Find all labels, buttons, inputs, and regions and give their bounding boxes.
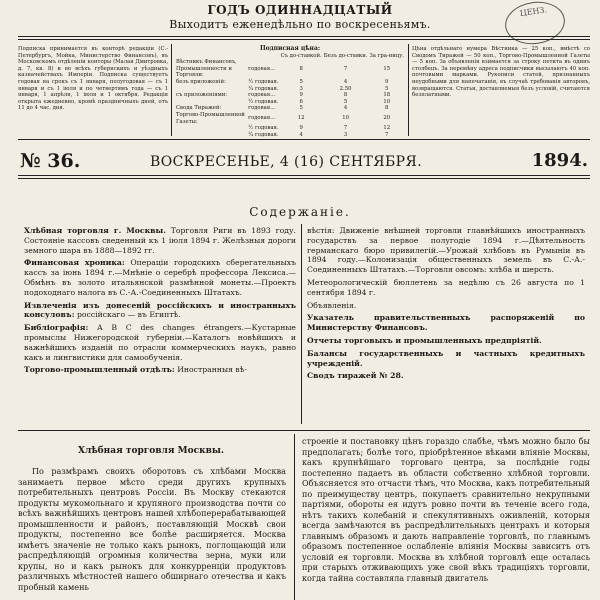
prices-cell: 12 xyxy=(383,125,391,132)
contents-entry-text: Операціи городскихъ сберегательныхъ кассъ за іюнь 1894 г.—Мнѣніе о серебрѣ профессора Лексиса.—Обмѣнъ въ золото итальянской размѣнной монеты.—Проектъ подоходнаго налога въ С.-А.-Соединенныхъ Штатахъ. xyxy=(24,258,296,297)
prices-cell xyxy=(175,86,247,93)
rule-below-issue xyxy=(18,175,590,176)
masthead-year: ГОДЪ ОДИННАДЦАТЫЙ xyxy=(207,3,393,17)
contents-entry-lead: Сводъ тиражей № 28. xyxy=(307,371,404,381)
prices-cell xyxy=(175,125,247,132)
article-right-text: строеніе и постановку цѣнъ гораздо слабѣе, чѣмъ можно было бы предполагать; болѣе того, пріобрѣтенное вѣками вліяніе Москвы, какъ крупнѣйшаго торговаго центра, за послѣдніе годы постепенно падаетъ въ области собственно хлѣбной торговли. Объясняется это отчасти тѣмъ, что Москва, какъ потребительный по преимуществу центръ, покупаетъ сравнительно некрупными партіями, обороты ея идутъ ровно почти въ теченіе всего года, нѣтъ такихъ колебаній и спекулятивныхъ оживленій, которыя всегда замѣчаются въ распредѣлительныхъ центрахъ и которыя главнымъ образомъ и дають направленіе торговлѣ, по главнымъ образомъ постепенное ослабленіе вліянія Москвы зависитъ отъ условій ея торговли. Москва въ хлѣбной торговлѣ еще осталась при старыхъ отживающихъ уже свой вѣкъ традиціяхъ торговли, когда тайна составляла главный двигатель xyxy=(302,436,590,583)
contents-entry xyxy=(307,336,585,346)
article-left-column xyxy=(18,466,286,600)
prices-cell: Свода Тиражей: xyxy=(176,105,222,112)
rule-below-issue-2 xyxy=(18,178,590,179)
prices-row xyxy=(175,132,405,139)
prices-row xyxy=(175,99,405,106)
prices-cell: 5 xyxy=(299,105,303,112)
prices-row xyxy=(175,79,405,86)
prices-cell: 8 xyxy=(385,105,389,112)
prices-cell: ¼ годовая. xyxy=(248,131,279,138)
contents-entry-lead: Отчеты торговыхъ и промышленныхъ предпріятій. xyxy=(307,335,542,345)
prices-cell: съ приложеніями: xyxy=(176,92,228,99)
contents-right-column xyxy=(307,226,585,426)
prices-cell: 8 xyxy=(299,65,303,72)
contents-entry-text: Иностранныя вѣ- xyxy=(177,365,247,375)
prices-cell: 10 xyxy=(383,98,391,105)
info-divider-left xyxy=(171,44,172,136)
prices-header-cell: Съ до-ставкой. xyxy=(280,52,322,59)
contents-entry xyxy=(24,323,296,362)
contents-entry-text: Объявленія. xyxy=(307,300,357,310)
prices-cell: 7 xyxy=(343,65,348,72)
prices-table xyxy=(175,53,405,139)
issue-year: 1894. xyxy=(531,150,588,171)
contents-entry-text: A B C des changes étrangers.—Кустарные промыслы Нижегородской губерніи.—Каталогъ новѣйшихъ и важнѣйшихъ изданій по отрасли коммерческихъ наукъ, равно какъ и лингвистики для самообученія. xyxy=(24,323,296,362)
prices-cell: Вѣстникъ Финансовъ, Промышленности и Торговли: xyxy=(176,59,237,79)
prices-cell: годовая... xyxy=(248,92,276,99)
prices-cell: 15 xyxy=(383,65,391,72)
prices-cell: 2.50 xyxy=(339,85,352,92)
contents-entry xyxy=(307,313,585,333)
subscription-prices xyxy=(175,46,405,138)
prices-cell: 7 xyxy=(385,131,389,138)
prices-cell: 6 xyxy=(299,98,303,105)
contents-entry xyxy=(24,301,296,321)
contents-entry xyxy=(307,371,585,381)
prices-cell: 9 xyxy=(385,78,389,85)
prices-cell: 3 xyxy=(299,85,303,92)
prices-cell: 4 xyxy=(343,78,348,85)
prices-cell: 4 xyxy=(343,105,348,112)
prices-cell: 5 xyxy=(385,85,389,92)
prices-cell: 3 xyxy=(343,131,348,138)
issue-date: ВОСКРЕСЕНЬЕ, 4 (16) СЕНТЯБРЯ. xyxy=(150,154,423,170)
prices-cell: безъ приложеній: xyxy=(176,78,226,85)
contents-entry-lead: Финансовая хроника: xyxy=(24,258,125,268)
prices-cell: 4 xyxy=(299,131,303,138)
prices-header-cell: Безъ до-ставки. xyxy=(323,52,368,59)
library-stamp: ЦЕНЗ. xyxy=(502,0,567,48)
contents-entry xyxy=(307,226,585,275)
prices-row xyxy=(175,125,405,132)
contents-entry-text: Метеорологическій бюллетень за недѣлю съ 26 августа по 1 сентября 1894 г. xyxy=(307,277,585,297)
contents-entry-lead: Хлѣбная торговля г. Москвы. xyxy=(24,226,166,235)
prices-cell: годовая... xyxy=(248,105,276,112)
prices-cell xyxy=(175,99,247,106)
rule-above-article xyxy=(18,430,590,431)
prices-cell xyxy=(175,132,247,139)
prices-cell: 9 xyxy=(299,92,303,99)
prices-cell: 7 xyxy=(343,125,348,132)
contents-entry xyxy=(307,278,585,298)
top-rule-2 xyxy=(18,39,590,40)
prices-cell: ¼ годовая. xyxy=(248,85,279,92)
contents-entry xyxy=(307,349,585,369)
prices-header-cell: За гра-ницу. xyxy=(369,52,404,59)
contents-entry-lead: Балансы государственныхъ и частныхъ кредитныхъ учрежденій. xyxy=(307,348,585,368)
contents-divider xyxy=(301,224,302,424)
article-left-text: По размѣрамъ своихъ оборотовъ съ хлѣбами Москва занимаетъ первое мѣсто среди другихъ крупныхъ потребительныхъ центровъ Россіи. Въ Москву стекаются продукты мукомольнаго и крупяного производства почти со всѣхъ важнѣйшихъ центровъ нашей хлѣбоперерабатывающей промышленности и районъ, поставляющій Москвѣ свои продукты, постепенно все болѣе расширяется. Москва имѣетъ значеніе не только какъ рынокъ, поглощающій или распредѣляющій огромныя количества зерна, муки или крупы, но и какъ рынокъ для конкурренціи продуктовъ различныхъ мѣстностей нашего обширнаго отечества и какъ пробный камень xyxy=(18,466,286,592)
prices-cell: 18 xyxy=(383,92,391,99)
prices-cell: 5 xyxy=(343,98,348,105)
prices-cell: 9 xyxy=(299,125,303,132)
issue-line xyxy=(20,150,590,170)
contents-left-column xyxy=(24,226,296,426)
prices-row xyxy=(175,92,405,99)
article-right-column xyxy=(302,436,590,600)
issue-price-info: Цѣна отдѣльнаго нумера Вѣстника — 25 коп., вмѣстѣ со Сводомъ Тиражей — 50 коп., Торгово-Промышленной Газеты — 5 коп. За объявленія взимается за строку петита въ одинъ столбецъ. За перемѣну адреса подписчики высылаютъ 40 коп. почтовыми марками. Рукописи статей, признанныхъ неудобными для напечатанія, въ случаѣ требованія авторовъ, возвращаются. Статьи, доставляемыя безъ условій, считаются безплатными. xyxy=(412,46,590,99)
prices-cell: Торгово-Промышленной Газеты: xyxy=(176,111,245,125)
prices-cell: ½ годовая. xyxy=(248,98,279,105)
contents-entry-lead: Извлеченія изъ донесеній россійскихъ и иностранныхъ консуловъ: xyxy=(24,300,296,320)
issue-number: № 36. xyxy=(20,150,81,172)
prices-cell: 20 xyxy=(383,115,391,122)
prices-row xyxy=(175,105,405,112)
article-title: Хлѣбная торговля Москвы. xyxy=(78,446,224,456)
contents-entry-lead: Торгово-промышленный отдѣлъ: xyxy=(24,365,175,375)
article-divider xyxy=(294,434,295,600)
prices-row xyxy=(175,59,405,79)
info-divider-right xyxy=(408,44,409,136)
prices-cell: годовая... xyxy=(248,115,276,122)
contents-entry-text: вѣстія: Движеніе внѣшней торговли главнѣйшихъ иностранныхъ государствъ за первое полугодіе 1894 г.—Дѣятельность германскаго бюро привилегій.—Урожай хлѣбовъ въ Румыніи въ 1894 году.—Колонизація общественныхъ земель въ С.-А.-Соединенныхъ Штатахъ.—Торговля овсомъ: хлѣба и шерсть. xyxy=(307,226,585,275)
prices-title: Подписная цѣна: xyxy=(259,45,321,52)
prices-cell: 12 xyxy=(297,115,305,122)
contents-entry-lead: Библіографія: xyxy=(24,323,89,333)
masthead-frequency: Выходитъ еженедѣльно по воскресеньямъ. xyxy=(169,18,431,31)
contents-entry xyxy=(24,226,296,255)
contents-title: Содержаніе. xyxy=(249,205,351,219)
prices-cell: 5 xyxy=(299,78,303,85)
contents-entry-lead: Указатель правительственныхъ распоряженій по Министерству Финансовъ. xyxy=(307,313,585,333)
top-rule xyxy=(18,36,590,37)
prices-row xyxy=(175,112,405,125)
prices-row xyxy=(175,86,405,93)
contents-entry xyxy=(24,258,296,297)
rule-above-issue xyxy=(18,139,590,140)
contents-entry xyxy=(307,301,585,311)
prices-cell: ½ годовая. xyxy=(248,78,279,85)
contents-entry-text: россійскаго — въ Египтѣ. xyxy=(77,310,181,320)
prices-cell: годовая... xyxy=(248,65,276,72)
prices-cell: 8 xyxy=(343,92,348,99)
subscription-info: Подписка принимается въ конторѣ редакціи (С.-Петербургъ, Мойка, Министерство Финансовъ), въ Московскомъ отдѣленіи конторы (Малая Дмитровка, д. 7, кв. 8) и во всѣхъ губернскихъ и уѣздныхъ казначействахъ Имперіи. Подписка существуетъ годовая на срокъ съ 1 января, полугодовая — съ 1 января и съ 1 іюля и по четвертямъ года — съ 1 января, 1 апрѣля, 1 іюля и 1 октября. Редакція открыта ежедневно, кромѣ праздничныхъ дней, отъ 11 до 4 час. дня. xyxy=(18,46,168,112)
contents-entry-text: Торговля Риги въ 1893 году. Состояніе кассовъ сведенный къ 1 іюля 1894 г. Желѣзныя дороги земного шара въ 1888—1892 гг. xyxy=(24,226,296,255)
prices-cell: ½ годовая. xyxy=(248,125,279,132)
contents-entry xyxy=(24,365,296,375)
prices-header-cell xyxy=(247,53,279,60)
prices-cell: 10 xyxy=(342,115,349,122)
